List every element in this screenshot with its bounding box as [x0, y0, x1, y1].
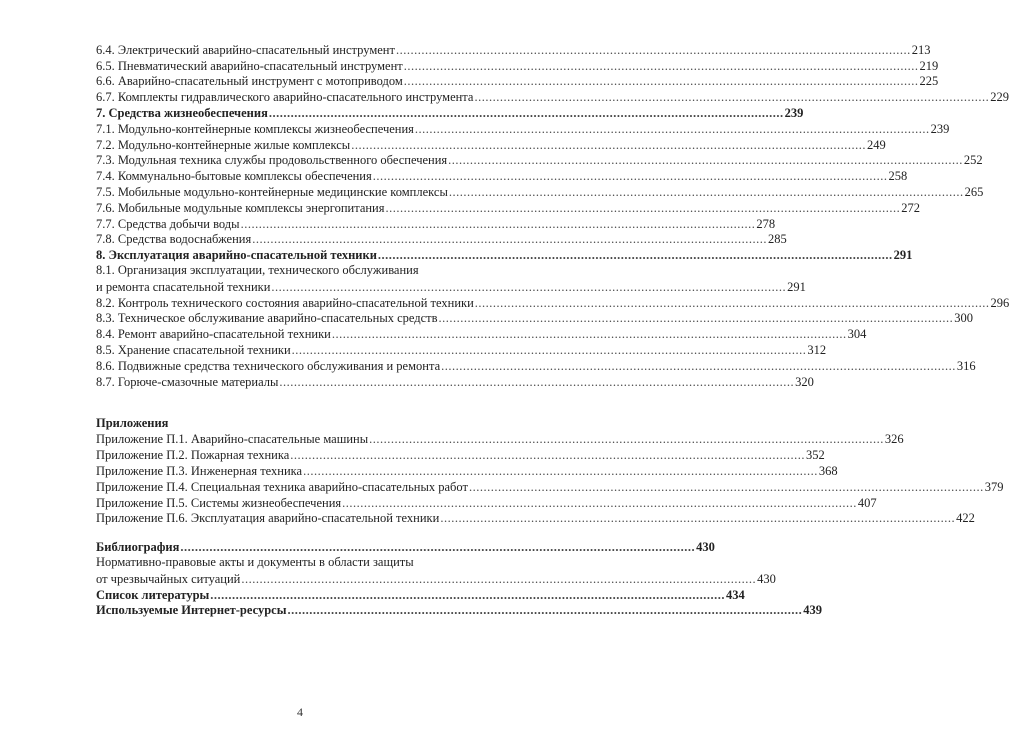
- toc-entry-page: 285: [768, 232, 787, 247]
- leader-dots: ..............................................................................................................................................: [438, 311, 954, 326]
- toc-chapter-entry[interactable]: [96, 539, 715, 555]
- leader-dots: ..............................................................................................................................................: [290, 448, 806, 463]
- toc-entry-page: 379: [984, 479, 1004, 494]
- toc-entry[interactable]: [96, 295, 1009, 311]
- toc-entry[interactable]: [96, 463, 838, 479]
- toc-entry-title: Библиография: [96, 540, 180, 555]
- toc-entry-title: 8.3. Техническое обслуживание аварийно-спасательных средств: [96, 311, 438, 326]
- toc-entry[interactable]: [96, 432, 904, 448]
- toc-entry-title-line1[interactable]: Нормативно-правовые акты и документы в области защиты: [96, 555, 414, 570]
- toc-chapter-entry[interactable]: [96, 105, 804, 121]
- toc-entry[interactable]: [96, 200, 920, 216]
- toc-entry[interactable]: [96, 311, 974, 327]
- leader-dots: ..............................................................................................................................................: [474, 90, 990, 105]
- toc-entry[interactable]: [96, 153, 983, 169]
- leader-dots: ..............................................................................................................................................: [342, 495, 857, 510]
- toc-entry-title: 7.7. Средства добычи воды: [96, 216, 240, 231]
- toc-entry-title: от чрезвычайных ситуаций: [96, 571, 241, 586]
- toc-entry-page: 326: [884, 432, 904, 447]
- toc-entry-page: 296: [990, 295, 1009, 310]
- toc-entry-title: 6.5. Пневматический аварийно-спасательный инструмент: [96, 58, 403, 73]
- toc-entry[interactable]: [96, 495, 877, 511]
- toc-entry-title: 8. Эксплуатация аварийно-спасательной техники: [96, 248, 377, 263]
- toc-entry-page: 352: [806, 448, 825, 463]
- leader-dots: ..............................................................................................................................................: [369, 432, 884, 447]
- toc-entry[interactable]: [96, 374, 814, 390]
- leader-dots: ..............................................................................................................................................: [268, 105, 784, 120]
- toc-entry-page: 249: [866, 137, 886, 152]
- toc-entry-title: Приложение П.4. Специальная техника аварийно-спасательных работ: [96, 479, 468, 494]
- page-number: 4: [297, 705, 303, 719]
- toc-entry-title: Используемые Интернет-ресурсы: [96, 603, 287, 618]
- toc-entry[interactable]: [96, 58, 939, 74]
- leader-dots: ..............................................................................................................................................: [403, 74, 919, 89]
- toc-entry-title: 8.6. Подвижные средства технического обслуживания и ремонта: [96, 358, 441, 373]
- toc-entry-title: 7.2. Модульно-контейнерные жилые комплексы: [96, 137, 351, 152]
- toc-entry-title: Список литературы: [96, 587, 210, 602]
- leader-dots: ..............................................................................................................................................: [395, 42, 911, 57]
- leader-dots: ..............................................................................................................................................: [291, 342, 807, 357]
- leader-dots: ..............................................................................................................................................: [241, 571, 757, 586]
- toc-entry-page: 225: [919, 74, 939, 89]
- toc-entry-title: и ремонта спасательной техники: [96, 279, 271, 294]
- toc-entry-page: 312: [807, 342, 827, 357]
- leader-dots: ..............................................................................................................................................: [372, 169, 888, 184]
- toc-entry-page: 407: [857, 495, 877, 510]
- toc-entry-title: Приложение П.2. Пожарная техника: [96, 448, 290, 463]
- toc-entry-title: 7.3. Модульная техника службы продовольственного обеспечения: [96, 153, 448, 168]
- toc-entry-page: 430: [696, 540, 715, 555]
- toc-entry-page: 258: [888, 169, 908, 184]
- toc-chapter-entry[interactable]: [96, 247, 913, 263]
- toc-entry-page: 291: [787, 279, 806, 294]
- toc-entry-title: Приложение П.5. Системы жизнеобеспечения: [96, 495, 342, 510]
- toc-entry-title: Приложение П.1. Аварийно-спасательные машины: [96, 432, 369, 447]
- toc-entry[interactable]: [96, 571, 776, 587]
- toc-entry-page: 422: [956, 511, 975, 526]
- toc-entry-page: 304: [847, 327, 867, 342]
- leader-dots: ..............................................................................................................................................: [474, 295, 990, 310]
- leader-dots: ..............................................................................................................................................: [271, 279, 787, 294]
- leader-dots: ..............................................................................................................................................: [331, 327, 847, 342]
- leader-dots: ..............................................................................................................................................: [240, 216, 756, 231]
- toc-entry-title: 6.7. Комплекты гидравлического аварийно-спасательного инструмента: [96, 90, 474, 105]
- toc-entry[interactable]: [96, 447, 825, 463]
- toc-entry[interactable]: [96, 358, 976, 374]
- toc-entry[interactable]: [96, 511, 975, 527]
- toc-entry-page: 434: [726, 587, 745, 602]
- toc-entry[interactable]: [96, 137, 886, 153]
- toc-entry-title: Приложение П.3. Инженерная техника: [96, 463, 303, 478]
- toc-entry-title: 7. Средства жизнеобеспечения: [96, 105, 268, 120]
- toc-entry-page: 430: [757, 571, 776, 586]
- toc-entry-page: 300: [954, 311, 974, 326]
- toc-entry[interactable]: [96, 479, 1004, 495]
- toc-entry-page: 213: [911, 42, 931, 57]
- toc-entry-title: 8.5. Хранение спасательной техники: [96, 342, 291, 357]
- toc-entry-page: 219: [919, 58, 939, 73]
- toc-entry-page: 368: [818, 463, 838, 478]
- toc-entry[interactable]: [96, 279, 806, 295]
- leader-dots: ..............................................................................................................................................: [377, 248, 893, 263]
- toc-entry-page: 265: [964, 184, 984, 199]
- toc-entry-page: 252: [963, 153, 983, 168]
- leader-dots: ..............................................................................................................................................: [440, 511, 956, 526]
- toc-entry-title: 8.7. Горюче-смазочные материалы: [96, 374, 279, 389]
- table-of-contents: [96, 42, 1009, 618]
- leader-dots: ..............................................................................................................................................: [303, 463, 818, 478]
- leader-dots: ..............................................................................................................................................: [279, 374, 795, 389]
- toc-entry-page: 291: [893, 248, 913, 263]
- leader-dots: ..............................................................................................................................................: [385, 200, 901, 215]
- toc-entry[interactable]: [96, 168, 908, 184]
- appendix-heading: Приложения: [96, 415, 169, 430]
- toc-entry-title: 8.2. Контроль технического состояния аварийно-спасательной техники: [96, 295, 474, 310]
- leader-dots: ..............................................................................................................................................: [448, 184, 964, 199]
- toc-entry[interactable]: [96, 121, 950, 137]
- toc-entry-page: 278: [756, 216, 776, 231]
- toc-entry-title: 7.8. Средства водоснабжения: [96, 232, 252, 247]
- toc-entry[interactable]: [96, 184, 984, 200]
- toc-entry-title: 7.6. Мобильные модульные комплексы энергопитания: [96, 200, 385, 215]
- toc-chapter-entry[interactable]: [96, 603, 822, 619]
- toc-entry[interactable]: [96, 342, 827, 358]
- leader-dots: ..............................................................................................................................................: [210, 587, 726, 602]
- toc-entry-page: 239: [784, 105, 804, 120]
- toc-entry-page: 320: [795, 374, 814, 389]
- toc-entry-title: 8.4. Ремонт аварийно-спасательной техники: [96, 327, 331, 342]
- toc-entry-title: 6.4. Электрический аварийно-спасательный инструмент: [96, 42, 395, 57]
- toc-entry[interactable]: [96, 326, 867, 342]
- leader-dots: ..............................................................................................................................................: [441, 358, 956, 373]
- leader-dots: ..............................................................................................................................................: [287, 603, 803, 618]
- leader-dots: ..............................................................................................................................................: [403, 58, 919, 73]
- leader-dots: ..............................................................................................................................................: [180, 540, 696, 555]
- toc-entry-title: 7.4. Коммунально-бытовые комплексы обеспечения: [96, 169, 372, 184]
- leader-dots: ..............................................................................................................................................: [252, 232, 767, 247]
- toc-entry-title: Приложение П.6. Эксплуатация аварийно-спасательной техники: [96, 511, 440, 526]
- leader-dots: ..............................................................................................................................................: [414, 121, 930, 136]
- leader-dots: ..............................................................................................................................................: [448, 153, 963, 168]
- toc-entry-page: 229: [990, 90, 1009, 105]
- toc-entry[interactable]: [96, 89, 1009, 105]
- leader-dots: ..............................................................................................................................................: [468, 479, 984, 494]
- toc-entry-title-line1[interactable]: 8.1. Организация эксплуатации, технического обслуживания: [96, 263, 419, 278]
- toc-entry-title: 7.1. Модульно-контейнерные комплексы жизнеобеспечения: [96, 121, 414, 136]
- toc-entry-title: 7.5. Мобильные модульно-контейнерные медицинские комплексы: [96, 184, 448, 199]
- toc-entry[interactable]: [96, 232, 787, 248]
- toc-entry[interactable]: [96, 216, 776, 232]
- toc-entry-page: 439: [803, 603, 822, 618]
- toc-entry[interactable]: [96, 42, 931, 58]
- toc-chapter-entry[interactable]: [96, 587, 745, 603]
- toc-entry[interactable]: [96, 74, 939, 90]
- leader-dots: ..............................................................................................................................................: [351, 137, 866, 152]
- toc-entry-page: 316: [956, 358, 976, 373]
- toc-entry-page: 239: [930, 121, 950, 136]
- toc-entry-page: 272: [901, 200, 920, 215]
- toc-entry-title: 6.6. Аварийно-спасательный инструмент с мотоприводом: [96, 74, 403, 89]
